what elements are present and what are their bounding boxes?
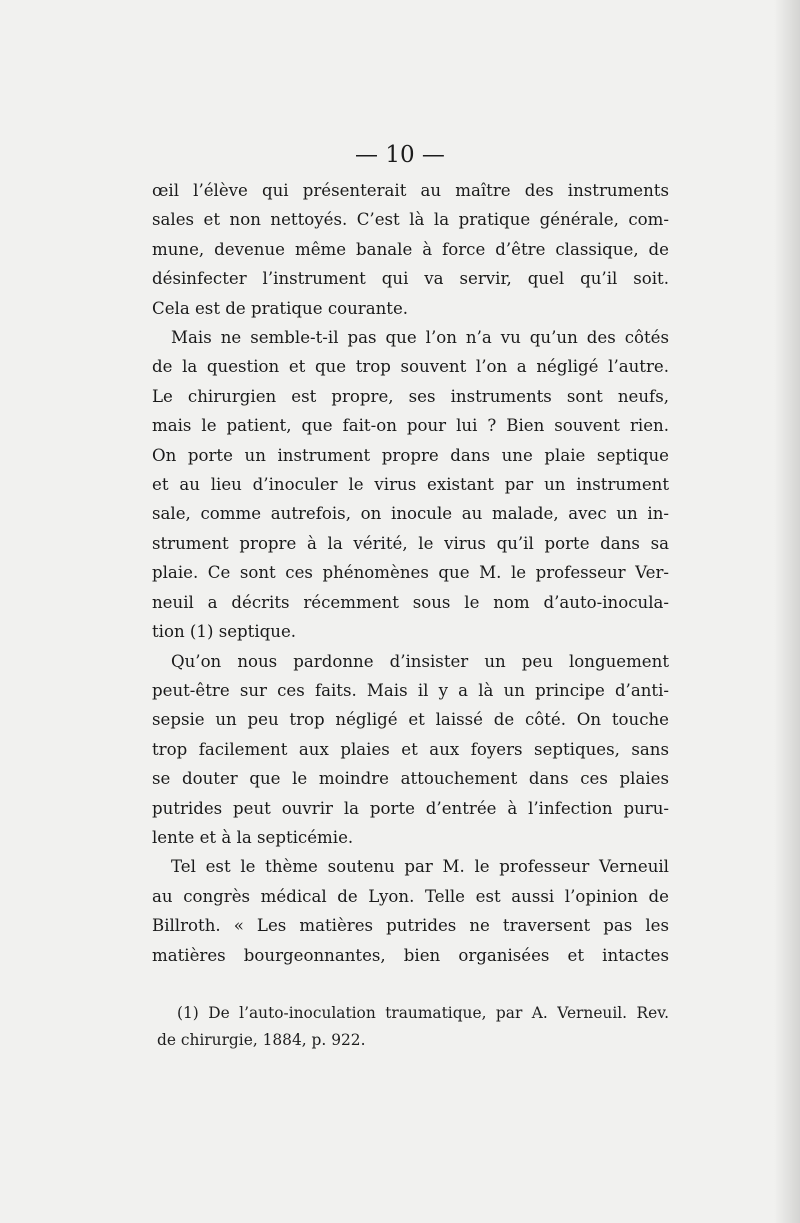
text-line: trop facilement aux plaies et aux foyers septiques, sans xyxy=(152,739,669,759)
text-line: Tel est le thème soutenu par M. le professeur Verneuil xyxy=(171,857,669,877)
text-line: Mais ne semble-t-il pas que l’on n’a vu qu’un des côtés xyxy=(171,328,669,348)
page-edge-shadow xyxy=(774,0,800,1223)
page-number: — 10 — xyxy=(355,142,445,168)
text-line: Billroth. « Les matières putrides ne traversent pas les xyxy=(152,916,669,936)
text-line: Le chirurgien est propre, ses instruments sont neufs, xyxy=(152,386,669,406)
paragraph xyxy=(152,176,669,323)
text-line: mune, devenue même banale à force d’être classique, de xyxy=(152,239,669,259)
text-line: neuil a décrits récemment sous le nom d’auto-inocula- xyxy=(152,592,669,612)
text-line: se douter que le moindre attouchement dans ces plaies xyxy=(152,769,669,789)
text-line: sale, comme autrefois, on inocule au malade, avec un in- xyxy=(152,504,669,524)
text-line: Qu’on nous pardonne d’insister un peu longuement xyxy=(171,651,669,671)
text-line: putrides peut ouvrir la porte d’entrée à l’infection puru- xyxy=(152,798,669,818)
text-line: de la question et que trop souvent l’on a négligé l’autre. xyxy=(152,357,669,377)
text-line: peut-être sur ces faits. Mais il y a là un principe d’anti- xyxy=(152,680,669,700)
text-line: plaie. Ce sont ces phénomènes que M. le professeur Ver- xyxy=(152,563,669,583)
paragraph xyxy=(152,647,669,853)
paragraph xyxy=(152,323,669,646)
paragraph xyxy=(152,852,669,970)
text-line: au congrès médical de Lyon. Telle est aussi l’opinion de xyxy=(152,886,669,906)
body-text xyxy=(152,176,669,970)
text-line: sales et non nettoyés. C’est là la pratique générale, com- xyxy=(152,210,669,230)
text-line: désinfecter l’instrument qui va servir, quel qu’il soit. xyxy=(152,269,669,289)
text-line: mais le patient, que fait-on pour lui ? Bien souvent rien. xyxy=(152,416,669,436)
footnote-line: (1) De l’auto-inoculation traumatique, par A. Verneuil. Rev. xyxy=(177,1004,669,1022)
text-line: Cela est de pratique courante. xyxy=(152,298,409,318)
footnote xyxy=(157,1000,669,1054)
text-line: œil l’élève qui présenterait au maître des instruments xyxy=(152,181,669,200)
text-line: matières bourgeonnantes, bien organisées et intactes xyxy=(152,945,669,965)
text-line: lente et à la septicémie. xyxy=(152,827,354,847)
text-line: strument propre à la vérité, le virus qu’il porte dans sa xyxy=(152,533,669,553)
text-line: On porte un instrument propre dans une plaie septique xyxy=(152,445,669,465)
text-line: sepsie un peu trop négligé et laissé de côté. On touche xyxy=(152,710,669,730)
footnote-line: de chirurgie, 1884, p. 922. xyxy=(157,1031,366,1049)
text-line: et au lieu d’inoculer le virus existant par un instrument xyxy=(152,475,669,495)
text-line: tion (1) septique. xyxy=(152,622,297,642)
